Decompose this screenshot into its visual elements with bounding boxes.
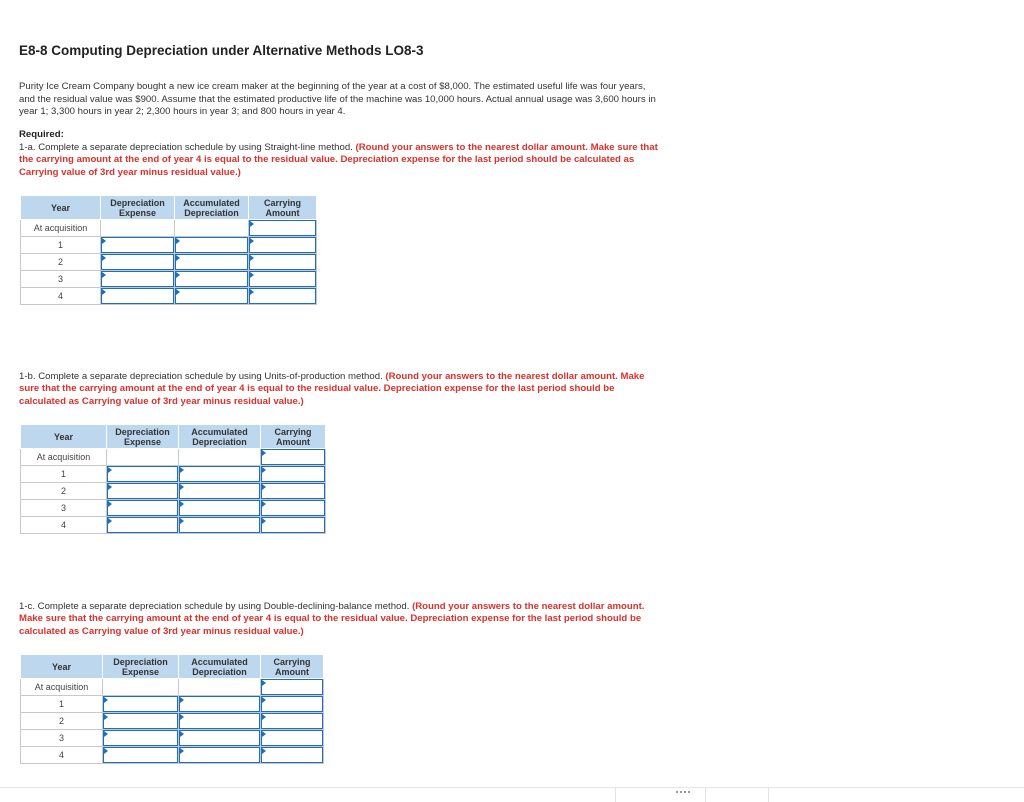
carrying-amount-input[interactable]: [261, 730, 323, 746]
expense-cell: [101, 254, 175, 271]
carrying-cell: [261, 517, 326, 534]
part-1a-instruction: [19, 142, 659, 179]
row-label: 2: [21, 713, 103, 730]
empty-cell: [179, 679, 261, 696]
table-row: [21, 696, 324, 713]
row-label: 3: [21, 500, 107, 517]
table-row: [21, 254, 317, 271]
required-label: Required:: [19, 129, 64, 140]
header-depreciation-expense: Depreciation Expense: [103, 655, 179, 679]
accumulated-cell: [175, 288, 249, 305]
schedule-table-1a: [20, 195, 317, 305]
expense-cell: [107, 483, 179, 500]
table-row: [21, 466, 326, 483]
part-1b-instruction: [19, 371, 659, 408]
part-1b-note: (Round your answers to the nearest dollar amount. Make sure that the carrying amount at the end of year 4 is equal to the residual value. Depreciation expense for the last period should be calculated as Carrying value of 3rd year minus residual value.): [19, 371, 645, 407]
accumulated-cell: [179, 500, 261, 517]
carrying-cell: [261, 483, 326, 500]
accumulated-cell: [179, 713, 261, 730]
header-depreciation-expense: Depreciation Expense: [107, 425, 179, 449]
table-row: [21, 483, 326, 500]
depreciation-expense-input[interactable]: [101, 254, 174, 270]
table-row: [21, 747, 324, 764]
header-carrying-amount: Carrying Amount: [261, 425, 326, 449]
expense-cell: [103, 730, 179, 747]
empty-cell: [179, 449, 261, 466]
depreciation-expense-input[interactable]: [101, 271, 174, 287]
carrying-amount-input[interactable]: [261, 500, 325, 516]
header-carrying-amount: Carrying Amount: [249, 196, 317, 220]
row-label: At acquisition: [21, 220, 101, 237]
schedule-table-1c: [20, 654, 324, 764]
page-title: E8-8 Computing Depreciation under Alternative Methods LO8-3: [19, 43, 424, 58]
table-row: [21, 679, 324, 696]
row-label: 2: [21, 254, 101, 271]
bottom-toolbar: [0, 787, 1024, 802]
accumulated-cell: [179, 730, 261, 747]
empty-cell: [103, 679, 179, 696]
carrying-amount-input[interactable]: [249, 288, 316, 304]
accumulated-depreciation-input[interactable]: [175, 271, 248, 287]
table-row: [21, 713, 324, 730]
carrying-cell: [261, 679, 324, 696]
part-1a-note: (Round your answers to the nearest dollar amount. Make sure that the carrying amount at the end of year 4 is equal to the residual value. Depreciation expense for the last period should be calculated as Carrying value of 3rd year minus residual value.): [19, 142, 658, 178]
expense-cell: [103, 696, 179, 713]
expense-cell: [101, 271, 175, 288]
carrying-cell: [249, 237, 317, 254]
accumulated-depreciation-input[interactable]: [179, 696, 260, 712]
carrying-amount-input[interactable]: [261, 713, 323, 729]
carrying-cell: [261, 500, 326, 517]
carrying-amount-input[interactable]: [261, 747, 323, 763]
accumulated-depreciation-input[interactable]: [175, 237, 248, 253]
header-accumulated-depreciation: Accumulated Depreciation: [179, 655, 261, 679]
part-1c-note: (Round your answers to the nearest dollar amount. Make sure that the carrying amount at the end of year 4 is equal to the residual value. Depreciation expense for the last period should be calculated as Carrying value of 3rd year minus residual value.): [19, 601, 645, 637]
row-label: At acquisition: [21, 679, 103, 696]
part-1a-text: 1-a. Complete a separate depreciation schedule by using Straight-line method.: [19, 142, 353, 153]
expense-cell: [107, 466, 179, 483]
accumulated-cell: [179, 517, 261, 534]
row-label: 2: [21, 483, 107, 500]
part-1b-text: 1-b. Complete a separate depreciation schedule by using Units-of-production method.: [19, 371, 383, 382]
problem-description: Purity Ice Cream Company bought a new ice cream maker at the beginning of the year at a cost of $8,000. The estimated useful life was four years, and the residual value was $900. Assume that the estimated productive life of the machine was 10,000 hours. Actual annual usage was 3,600 hours in year 1; 3,300 hours in year 2; 2,300 hours in year 3; and 800 hours in year 4.: [19, 81, 656, 118]
carrying-amount-input[interactable]: [249, 237, 316, 253]
header-year: Year: [21, 655, 103, 679]
accumulated-cell: [175, 271, 249, 288]
depreciation-expense-input[interactable]: [103, 730, 178, 746]
toolbar-divider: [615, 788, 616, 802]
accumulated-depreciation-input[interactable]: [175, 254, 248, 270]
part-1c-text: 1-c. Complete a separate depreciation schedule by using Double-declining-balance method.: [19, 601, 410, 612]
header-depreciation-expense: Depreciation Expense: [101, 196, 175, 220]
accumulated-cell: [179, 483, 261, 500]
depreciation-expense-input[interactable]: [107, 517, 178, 533]
row-label: 1: [21, 237, 101, 254]
carrying-cell: [249, 288, 317, 305]
table-row: [21, 500, 326, 517]
accumulated-depreciation-input[interactable]: [179, 517, 260, 533]
row-label: 4: [21, 517, 107, 534]
accumulated-depreciation-input[interactable]: [179, 483, 260, 499]
depreciation-expense-input[interactable]: [101, 288, 174, 304]
expense-cell: [101, 237, 175, 254]
part-1c-instruction: [19, 601, 659, 638]
accumulated-cell: [179, 466, 261, 483]
carrying-amount-input[interactable]: [249, 254, 316, 270]
accumulated-cell: [175, 254, 249, 271]
accumulated-depreciation-input[interactable]: [179, 713, 260, 729]
carrying-amount-input[interactable]: [261, 696, 323, 712]
depreciation-expense-input[interactable]: [101, 237, 174, 253]
carrying-cell: [249, 220, 317, 237]
table-row: [21, 517, 326, 534]
carrying-cell: [261, 466, 326, 483]
depreciation-expense-input[interactable]: [103, 696, 178, 712]
carrying-amount-input[interactable]: [249, 220, 316, 236]
empty-cell: [101, 220, 175, 237]
carrying-amount-input[interactable]: [261, 466, 325, 482]
carrying-amount-input[interactable]: [261, 449, 325, 465]
more-icon: [676, 791, 690, 793]
carrying-amount-input[interactable]: [261, 483, 325, 499]
carrying-cell: [261, 449, 326, 466]
depreciation-expense-input[interactable]: [103, 713, 178, 729]
header-year: Year: [21, 425, 107, 449]
row-label: At acquisition: [21, 449, 107, 466]
row-label: 3: [21, 271, 101, 288]
carrying-cell: [249, 254, 317, 271]
table-row: [21, 271, 317, 288]
row-label: 4: [21, 288, 101, 305]
toolbar-divider: [768, 788, 769, 802]
expense-cell: [107, 500, 179, 517]
row-label: 1: [21, 466, 107, 483]
table-row: [21, 220, 317, 237]
row-label: 1: [21, 696, 103, 713]
header-carrying-amount: Carrying Amount: [261, 655, 324, 679]
carrying-amount-input[interactable]: [249, 271, 316, 287]
header-accumulated-depreciation: Accumulated Depreciation: [179, 425, 261, 449]
table-row: [21, 730, 324, 747]
carrying-amount-input[interactable]: [261, 679, 323, 695]
accumulated-cell: [179, 747, 261, 764]
accumulated-depreciation-input[interactable]: [179, 466, 260, 482]
row-label: 3: [21, 730, 103, 747]
empty-cell: [175, 220, 249, 237]
empty-cell: [107, 449, 179, 466]
accumulated-depreciation-input[interactable]: [179, 747, 260, 763]
carrying-cell: [261, 747, 324, 764]
carrying-amount-input[interactable]: [261, 517, 325, 533]
depreciation-expense-input[interactable]: [107, 466, 178, 482]
row-label: 4: [21, 747, 103, 764]
header-accumulated-depreciation: Accumulated Depreciation: [175, 196, 249, 220]
carrying-cell: [261, 713, 324, 730]
accumulated-cell: [179, 696, 261, 713]
header-year: Year: [21, 196, 101, 220]
toolbar-divider: [705, 788, 706, 802]
accumulated-depreciation-input[interactable]: [179, 730, 260, 746]
expense-cell: [103, 747, 179, 764]
schedule-table-1b: [20, 424, 326, 534]
table-row: [21, 288, 317, 305]
accumulated-depreciation-input[interactable]: [175, 288, 248, 304]
carrying-cell: [249, 271, 317, 288]
carrying-cell: [261, 696, 324, 713]
expense-cell: [103, 713, 179, 730]
expense-cell: [107, 517, 179, 534]
expense-cell: [101, 288, 175, 305]
table-row: [21, 449, 326, 466]
table-row: [21, 237, 317, 254]
depreciation-expense-input[interactable]: [107, 483, 178, 499]
depreciation-expense-input[interactable]: [103, 747, 178, 763]
carrying-cell: [261, 730, 324, 747]
accumulated-depreciation-input[interactable]: [179, 500, 260, 516]
depreciation-expense-input[interactable]: [107, 500, 178, 516]
accumulated-cell: [175, 237, 249, 254]
